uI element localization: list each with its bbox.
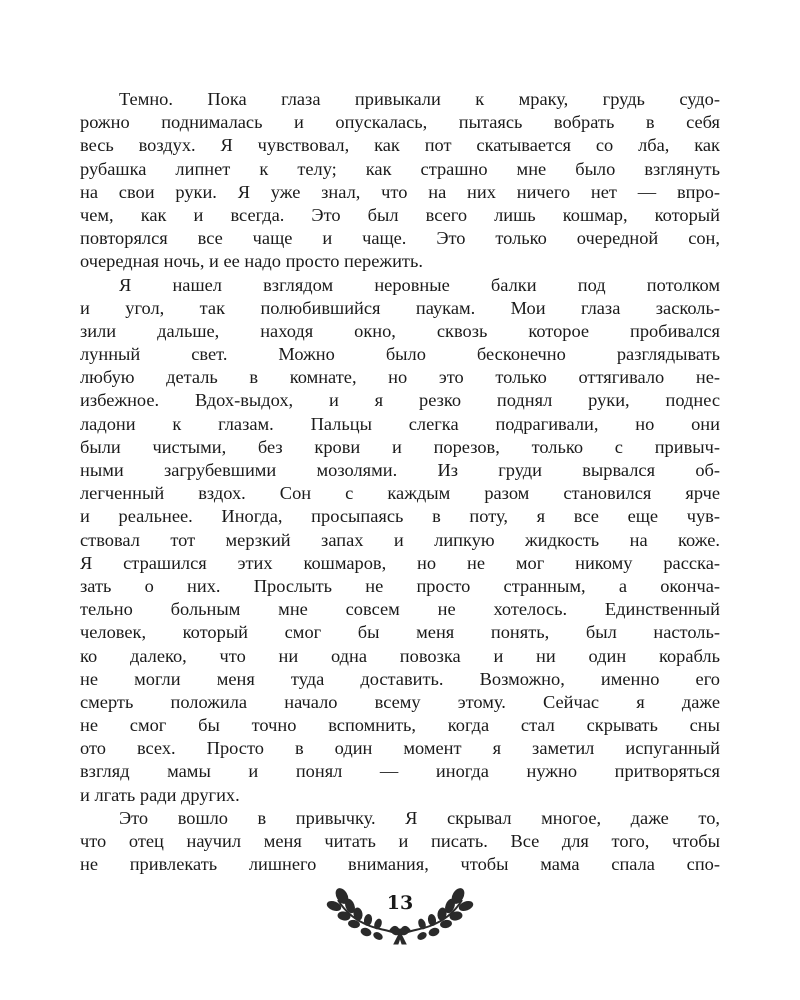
text-line: очередная ночь, и ее надо просто пережить. [80, 251, 423, 272]
text-line: Я нашел взглядом неровные балки под потолком [119, 274, 720, 295]
text-line: ладони к глазам. Пальцы слегка подрагивали, но они [80, 413, 720, 434]
text-line: Это вошло в привычку. Я скрывал многое, даже то, [119, 807, 720, 828]
body-text [80, 88, 720, 876]
text-line: ствовал тот мерзкий запах и липкую жидкость на коже. [80, 529, 720, 550]
text-line: ко далеко, что ни одна повозка и ни один корабль [80, 645, 720, 666]
text-line: взгляд мамы и понял — иногда нужно притворяться [80, 761, 720, 782]
text-line: Темно. Пока глаза привыкали к мраку, грудь судо- [119, 89, 720, 109]
text-line: зили дальше, находя окно, сквозь которое пробивался [80, 320, 720, 341]
text-line: весь воздух. Я чувствовал, как пот скатывается со лба, как [80, 135, 720, 156]
text-line: повторялся все чаще и чаще. Это только очередной сон, [80, 228, 720, 249]
text-line: лунный свет. Можно было бесконечно разглядывать [80, 344, 720, 365]
text-line: и угол, так полюбившийся паукам. Мои глаза засколь- [80, 297, 720, 318]
text-line: избежное. Вдох-выдох, и я резко поднял руки, поднес [80, 390, 720, 411]
text-line: не могли меня туда доставить. Возможно, именно его [80, 668, 720, 689]
text-line: человек, который смог бы меня понять, был настоль- [80, 622, 720, 643]
text-line: что отец научил меня читать и писать. Все для того, чтобы [80, 831, 720, 851]
text-line: ото всех. Просто в один момент я заметил испуганный [80, 738, 720, 759]
page-footer [0, 880, 800, 960]
text-line: Я страшился этих кошмаров, но не мог никому расска- [80, 552, 720, 573]
page-number: 13 [386, 892, 414, 914]
text-line: рубашка липнет к телу; как страшно мне было взглянуть [80, 158, 720, 179]
text-line: чем, как и всегда. Это был всего лишь кошмар, который [80, 204, 720, 225]
text-line: рожно поднималась и опускалась, пытаясь вобрать в себя [80, 112, 720, 133]
text-line: любую деталь в комнате, но это только оттягивало не- [80, 367, 720, 388]
text-line: не привлекать лишнего внимания, чтобы мама спала спо- [80, 854, 720, 875]
text-line: легченный вздох. Сон с каждым разом становился ярче [80, 483, 720, 504]
text-line: тельно больным мне совсем не хотелось. Единственный [80, 599, 720, 620]
text-line: на свои руки. Я уже знал, что на них ничего нет — впро- [80, 181, 720, 202]
text-line: и лгать ради других. [80, 784, 240, 805]
floral-ornament-icon [320, 880, 480, 950]
text-line: смерть положила начало всему этому. Сейчас я даже [80, 691, 720, 712]
text-line: и реальнее. Иногда, просыпаясь в поту, я все еще чув- [80, 506, 720, 527]
text-line: зать о них. Прослыть не просто странным, а оконча- [80, 575, 720, 596]
text-line: ными загрубевшими мозолями. Из груди вырвался об- [80, 460, 720, 480]
text-line: были чистыми, без крови и порезов, только с привыч- [80, 436, 720, 457]
text-line: не смог бы точно вспомнить, когда стал скрывать сны [80, 715, 720, 736]
